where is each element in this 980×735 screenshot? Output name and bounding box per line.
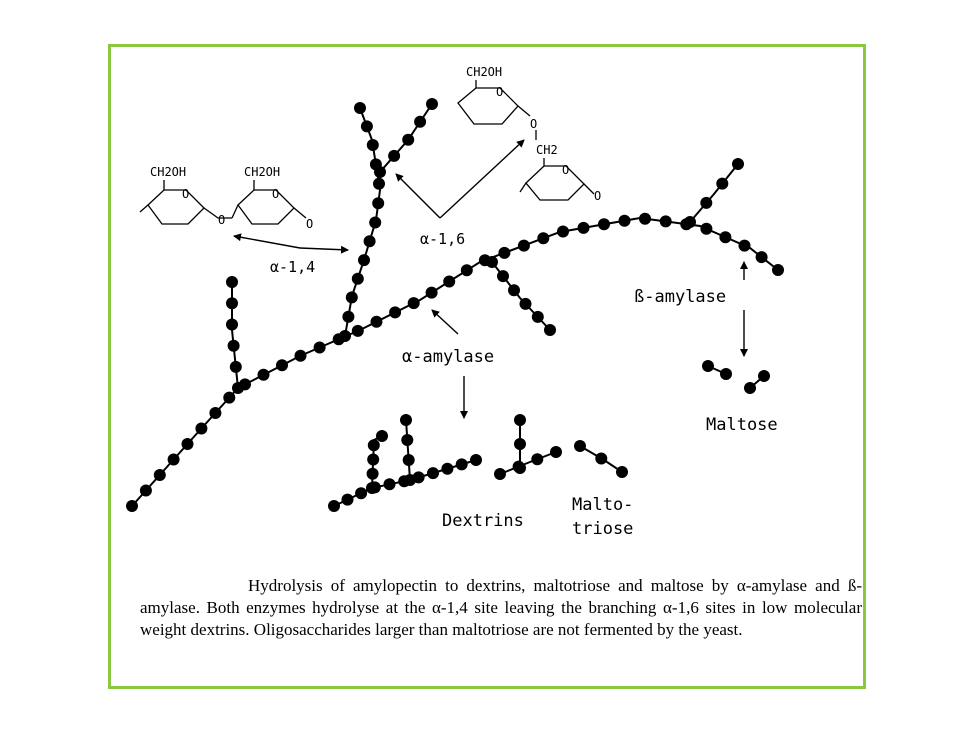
glucose-unit — [140, 485, 152, 497]
ch2oh-label-2: CH2OH — [244, 165, 281, 179]
glucose-unit — [226, 297, 238, 309]
glucose-unit — [716, 178, 728, 190]
glycosidic-oxygen-2: O — [306, 217, 314, 231]
glucose-unit — [403, 454, 415, 466]
ring-oxygen-2: O — [272, 187, 280, 201]
right-branch — [684, 158, 744, 228]
glucose-unit — [427, 467, 439, 479]
glucose-unit — [497, 270, 509, 282]
glucose-unit — [758, 370, 770, 382]
glucose-unit — [772, 264, 784, 276]
glucose-unit — [367, 454, 379, 466]
glucose-unit — [228, 340, 240, 352]
glucose-unit — [441, 463, 453, 475]
glucose-unit — [531, 453, 543, 465]
glucose-unit — [276, 359, 288, 371]
glucose-unit — [744, 382, 756, 394]
glucose-unit — [367, 139, 379, 151]
alpha-1-4-label: α-1,4 — [270, 258, 316, 276]
glucose-unit — [373, 178, 385, 190]
glucose-unit — [232, 382, 244, 394]
alpha-1-4-arrow-right — [300, 248, 348, 250]
glycosidic-oxygen-1: O — [218, 213, 226, 227]
maltotriose-label-line1: Malto- — [572, 495, 634, 515]
glucose-unit — [520, 298, 532, 310]
glycosidic-oxygen-3: O — [530, 117, 538, 131]
glucose-unit — [514, 462, 526, 474]
glucose-unit — [514, 438, 526, 450]
glucose-unit — [732, 158, 744, 170]
glucose-unit — [358, 254, 370, 266]
glucose-unit — [486, 256, 498, 268]
glucose-unit — [550, 446, 562, 458]
dextrin-2-bond — [500, 452, 556, 474]
glucose-unit — [426, 287, 438, 299]
glucose-unit — [537, 232, 549, 244]
upper-branch — [339, 102, 385, 342]
alpha-1-6-arrow-left — [396, 174, 440, 218]
glucose-unit — [639, 213, 651, 225]
dextrin-2 — [494, 446, 562, 480]
glucose-unit — [700, 197, 712, 209]
glucose-unit — [339, 330, 351, 342]
alpha-amylase-label: α-amylase — [402, 347, 495, 367]
left-branch — [226, 276, 244, 394]
glucose-unit — [154, 469, 166, 481]
ring-oxygen-3: O — [496, 85, 504, 99]
glucose-unit — [557, 226, 569, 238]
glucose-unit — [702, 360, 714, 372]
glucose-unit — [508, 284, 520, 296]
glucose-unit — [195, 423, 207, 435]
glucose-unit — [598, 218, 610, 230]
glucose-unit — [404, 474, 416, 486]
glucose-unit — [719, 231, 731, 243]
glucose-unit — [226, 276, 238, 288]
glucose-unit — [660, 215, 672, 227]
maltose-label: Maltose — [706, 415, 778, 435]
glucose-unit — [182, 438, 194, 450]
glucose-unit — [470, 454, 482, 466]
glucose-unit — [595, 453, 607, 465]
glucose-unit — [209, 407, 221, 419]
glucose-unit — [402, 134, 414, 146]
dextrin-branch-2 — [400, 414, 416, 486]
glucose-unit — [720, 368, 732, 380]
glycosidic-oxygen-4: O — [594, 189, 602, 203]
caption-text: Hydrolysis of amylopectin to dextrins, maltotriose and maltose by α-amylase and ß-amylase. Both enzymes hydrolyse at the α-1,4 site leaving the branching α-1,6 sites in low molecular weight dextrins. Oligosaccharides larger than maltotriose are not fermented by the yeast. — [140, 576, 862, 639]
glucose-unit — [342, 311, 354, 323]
glucose-unit — [388, 150, 400, 162]
glucose-unit — [514, 414, 526, 426]
glucose-unit — [328, 500, 340, 512]
dextrin-branch-2-bond — [406, 420, 410, 480]
glucose-unit — [226, 319, 238, 331]
glucose-unit — [355, 487, 367, 499]
glucose-unit — [223, 392, 235, 404]
glucose-unit — [700, 223, 712, 235]
glucose-unit — [619, 215, 631, 227]
dextrin-branch-3 — [514, 414, 526, 474]
glucose-unit — [756, 251, 768, 263]
alpha-1-6-label: α-1,6 — [420, 230, 466, 248]
glucose-unit — [342, 494, 354, 506]
glucose-unit — [346, 291, 358, 303]
glucose-unit — [258, 369, 270, 381]
glucose-unit — [126, 500, 138, 512]
glucose-unit — [361, 120, 373, 132]
glucose-unit — [371, 316, 383, 328]
glucose-unit — [578, 222, 590, 234]
ring-oxygen-4: O — [562, 163, 570, 177]
alpha-branch — [486, 256, 556, 336]
glucose-unit — [443, 276, 455, 288]
glucose-unit — [230, 361, 242, 373]
glucose-unit — [364, 235, 376, 247]
figure-caption — [140, 575, 862, 641]
glucose-unit — [616, 466, 628, 478]
glucose-unit — [426, 98, 438, 110]
glucose-unit — [376, 430, 388, 442]
glucose-unit — [684, 216, 696, 228]
arrows — [234, 140, 744, 418]
glucose-unit — [408, 297, 420, 309]
alpha-1-6-arrow-right — [440, 140, 524, 218]
maltose-2 — [744, 370, 770, 394]
glucose-unit — [384, 478, 396, 490]
glucose-unit — [168, 454, 180, 466]
beta-amylase-label: ß-amylase — [634, 287, 727, 307]
right-branch-bond — [690, 164, 738, 222]
upper-twig — [374, 98, 438, 178]
glucose-unit — [354, 102, 366, 114]
glucose-unit — [372, 197, 384, 209]
glucose-unit — [544, 324, 556, 336]
glucose-unit — [368, 439, 380, 451]
maltotriose — [574, 440, 628, 478]
glucose-unit — [739, 240, 751, 252]
glucose-unit — [494, 468, 506, 480]
glucose-unit — [295, 350, 307, 362]
glucose-unit — [518, 240, 530, 252]
glucose-unit — [574, 440, 586, 452]
glucose-unit — [352, 273, 364, 285]
glucose-unit — [401, 434, 413, 446]
glucose-unit — [498, 247, 510, 259]
glucose-unit — [367, 468, 379, 480]
glucose-unit — [414, 116, 426, 128]
glucose-unit — [461, 264, 473, 276]
glucose-unit — [456, 458, 468, 470]
glucose-unit — [400, 414, 412, 426]
glucose-unit — [389, 306, 401, 318]
ring-oxygen-1: O — [182, 187, 190, 201]
glucose-unit — [374, 166, 386, 178]
glucose-unit — [366, 482, 378, 494]
alpha-1-4-arrow-left — [234, 236, 300, 248]
ch2oh-label-1: CH2OH — [150, 165, 187, 179]
ch2-label: CH2 — [536, 143, 558, 157]
glucose-unit — [314, 342, 326, 354]
glucose-ring-structures — [140, 80, 594, 224]
maltotriose-label-line2: triose — [572, 519, 634, 539]
glucose-unit — [532, 311, 544, 323]
alpha-amylase-site-arrow — [432, 310, 458, 334]
ch2oh-label-3: CH2OH — [466, 65, 503, 79]
dextrins-label: Dextrins — [442, 511, 524, 531]
glucose-unit — [369, 217, 381, 229]
maltose-1 — [702, 360, 732, 380]
glucose-unit — [352, 325, 364, 337]
